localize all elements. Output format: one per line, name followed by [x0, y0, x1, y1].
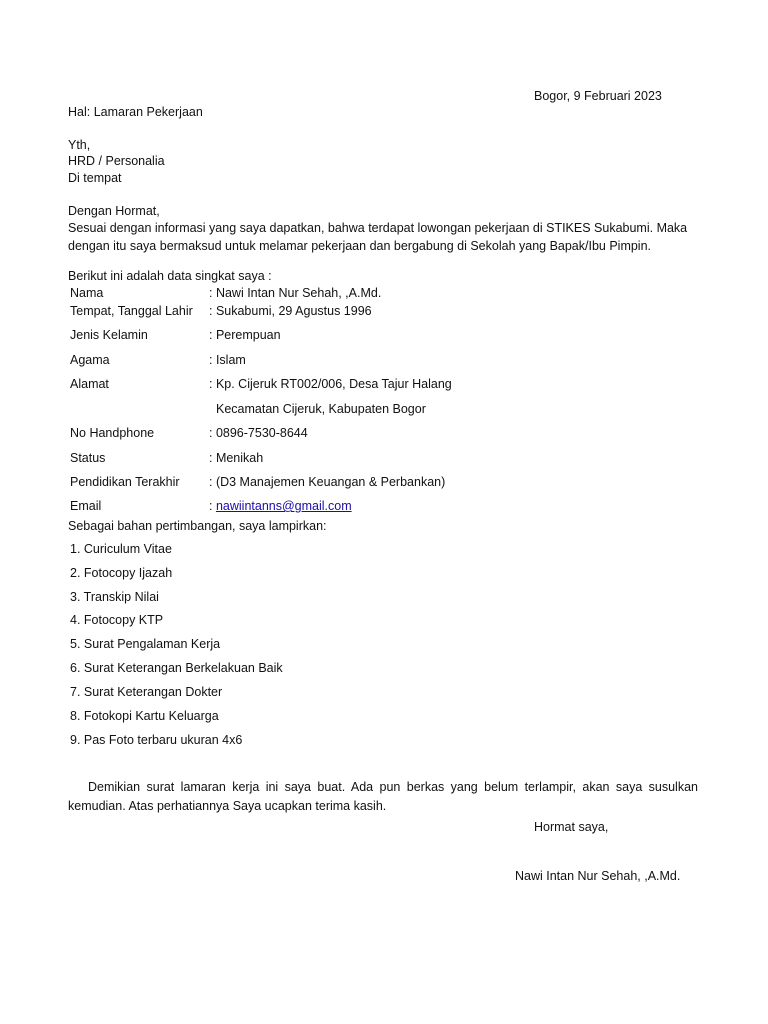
data-value: : Islam: [209, 353, 246, 367]
data-value: : (D3 Manajemen Keuangan & Perbankan): [209, 475, 446, 489]
salutation: Dengan Hormat,: [68, 204, 160, 218]
data-value: : Menikah: [209, 451, 264, 465]
list-item: 7. Surat Keterangan Dokter: [70, 685, 223, 699]
data-label: Tempat, Tanggal Lahir: [70, 304, 193, 318]
recipient-line-1: Yth,: [68, 138, 91, 152]
data-value: : 0896-7530-8644: [209, 426, 308, 440]
list-item: 5. Surat Pengalaman Kerja: [70, 637, 221, 651]
list-item: 2. Fotocopy Ijazah: [70, 566, 173, 580]
list-item: 9. Pas Foto terbaru ukuran 4x6: [70, 733, 243, 747]
opening-paragraph: Sesuai dengan informasi yang saya dapatkan, bahwa terdapat lowongan pekerjaan di STIKES Sukabumi. Maka dengan itu saya bermaksud untuk melamar pekerjaan dan bergabung di Sekolah yang Bapak/Ibu Pimpin.: [68, 221, 688, 253]
data-label: Pendidikan Terakhir: [70, 475, 180, 489]
list-item: 8. Fotokopi Kartu Keluarga: [70, 709, 219, 723]
data-label: Nama: [70, 286, 104, 300]
email-label: Email: [70, 499, 102, 513]
email-value: [209, 498, 352, 514]
list-item: 4. Fotocopy KTP: [70, 613, 164, 627]
data-value-continued: Kecamatan Cijeruk, Kabupaten Bogor: [216, 402, 426, 416]
signer-name: Nawi Intan Nur Sehah, ,A.Md.: [515, 869, 681, 883]
letter-date: Bogor, 9 Februari 2023: [534, 89, 662, 103]
data-value: : Sukabumi, 29 Agustus 1996: [209, 304, 372, 318]
letter-subject: Hal: Lamaran Pekerjaan: [68, 105, 203, 119]
recipient-line-3: Di tempat: [68, 171, 122, 185]
regards: Hormat saya,: [534, 820, 609, 834]
attachment-intro: Sebagai bahan pertimbangan, saya lampirkan:: [68, 519, 327, 533]
data-label: Agama: [70, 353, 110, 367]
data-value: : Kp. Cijeruk RT002/006, Desa Tajur Halang: [209, 377, 452, 391]
list-item: 1. Curiculum Vitae: [70, 542, 172, 556]
data-intro: Berikut ini adalah data singkat saya :: [68, 269, 272, 283]
list-item: 6. Surat Keterangan Berkelakuan Baik: [70, 661, 283, 675]
data-label: Jenis Kelamin: [70, 328, 148, 342]
recipient-line-2: HRD / Personalia: [68, 154, 165, 168]
email-link[interactable]: nawiintanns@gmail.com: [215, 499, 352, 513]
data-label: Status: [70, 451, 106, 465]
email-prefix: :: [209, 499, 216, 513]
closing-paragraph: Demikian surat lamaran kerja ini saya buat. Ada pun berkas yang belum terlampir, akan saya susulkan kemudian. Atas perhatiannya Saya ucapkan terima kasih.: [68, 780, 698, 813]
list-item: 3. Transkip Nilai: [70, 590, 159, 604]
data-value: : Perempuan: [209, 328, 281, 342]
data-value: : Nawi Intan Nur Sehah, ,A.Md.: [209, 286, 382, 300]
data-label: No Handphone: [70, 426, 155, 440]
data-label: Alamat: [70, 377, 109, 391]
